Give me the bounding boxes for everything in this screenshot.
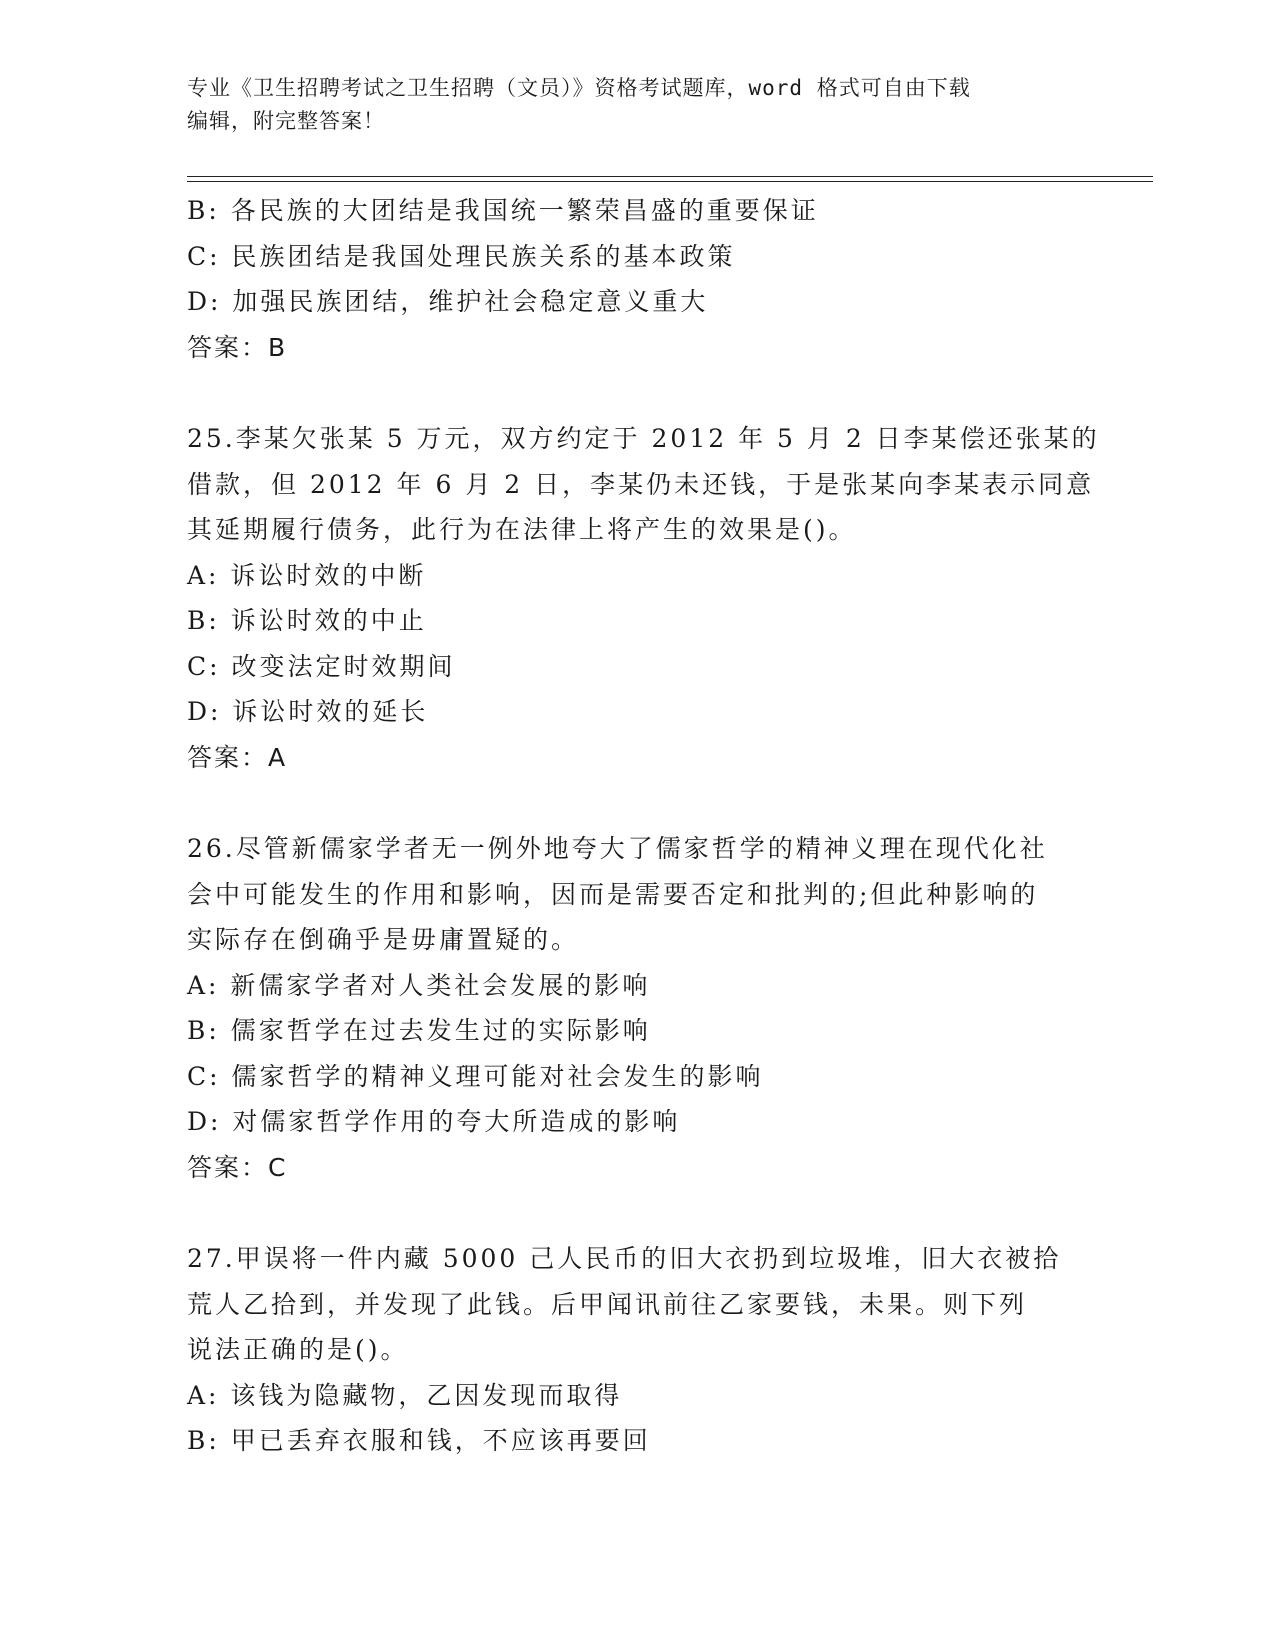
header-line-1: 专业《卫生招聘考试之卫生招聘（文员）》资格考试题库，word 格式可自由下载: [187, 76, 971, 100]
answer: 答案：B: [187, 332, 288, 362]
question-stem-line: 会中可能发生的作用和影响，因而是需要否定和批判的;但此种影响的: [187, 879, 1039, 909]
header-divider-top: [187, 176, 1153, 177]
question-stem-line: 说法正确的是()。: [187, 1335, 409, 1364]
question-26: [187, 826, 1087, 1190]
option-d: D: 加强民族团结，维护社会稳定意义重大: [187, 287, 709, 316]
question-stem-line: 27.甲误将一件内藏 5000 己人民币的旧大衣扔到垃圾堆，旧大衣被拾: [187, 1244, 1062, 1273]
option-a: A: 该钱为隐藏物，乙因发现而取得: [187, 1380, 623, 1410]
header-divider-bottom: [187, 181, 1153, 182]
header-line-2: 编辑，附完整答案！: [187, 109, 385, 133]
option-a: A: 诉讼时效的中断: [187, 560, 427, 590]
question-27: [187, 1236, 1087, 1464]
option-b: B: 各民族的大团结是我国统一繁荣昌盛的重要保证: [187, 196, 819, 225]
question-stem-line: 借款，但 2012 年 6 月 2 日，李某仍未还钱，于是张某向李某表示同意: [187, 469, 1095, 499]
question-stem-line: 26.尽管新儒家学者无一例外地夸大了儒家哲学的精神义理在现代化社: [187, 834, 1048, 863]
question-stem-line: 其延期履行债务，此行为在法律上将产生的效果是()。: [187, 515, 857, 544]
answer: 答案：A: [187, 742, 288, 772]
question-stem-line: 荒人乙拾到，并发现了此钱。后甲闻讯前往乙家要钱，未果。则下列: [187, 1289, 1028, 1319]
option-b: B: 诉讼时效的中止: [187, 606, 427, 635]
option-c: C: 儒家哲学的精神义理可能对社会发生的影响: [187, 1061, 764, 1091]
answer: 答案：C: [187, 1152, 288, 1182]
question-stem-line: 25.李某欠张某 5 万元，双方约定于 2012 年 5 月 2 日李某偿还张某的: [187, 424, 1100, 453]
option-c: C: 民族团结是我国处理民族关系的基本政策: [187, 241, 736, 271]
question-24-tail: [187, 188, 1087, 370]
option-d: D: 对儒家哲学作用的夸大所造成的影响: [187, 1107, 681, 1136]
document-header: [187, 72, 1087, 138]
question-25: [187, 416, 1100, 780]
option-b: B: 儒家哲学在过去发生过的实际影响: [187, 1016, 651, 1045]
option-c: C: 改变法定时效期间: [187, 651, 456, 681]
option-a: A: 新儒家学者对人类社会发展的影响: [187, 970, 651, 1000]
question-list: [187, 188, 1100, 1464]
question-stem-line: 实际存在倒确乎是毋庸置疑的。: [187, 925, 580, 954]
option-d: D: 诉讼时效的延长: [187, 697, 429, 726]
option-b: B: 甲已丢弃衣服和钱，不应该再要回: [187, 1426, 651, 1455]
